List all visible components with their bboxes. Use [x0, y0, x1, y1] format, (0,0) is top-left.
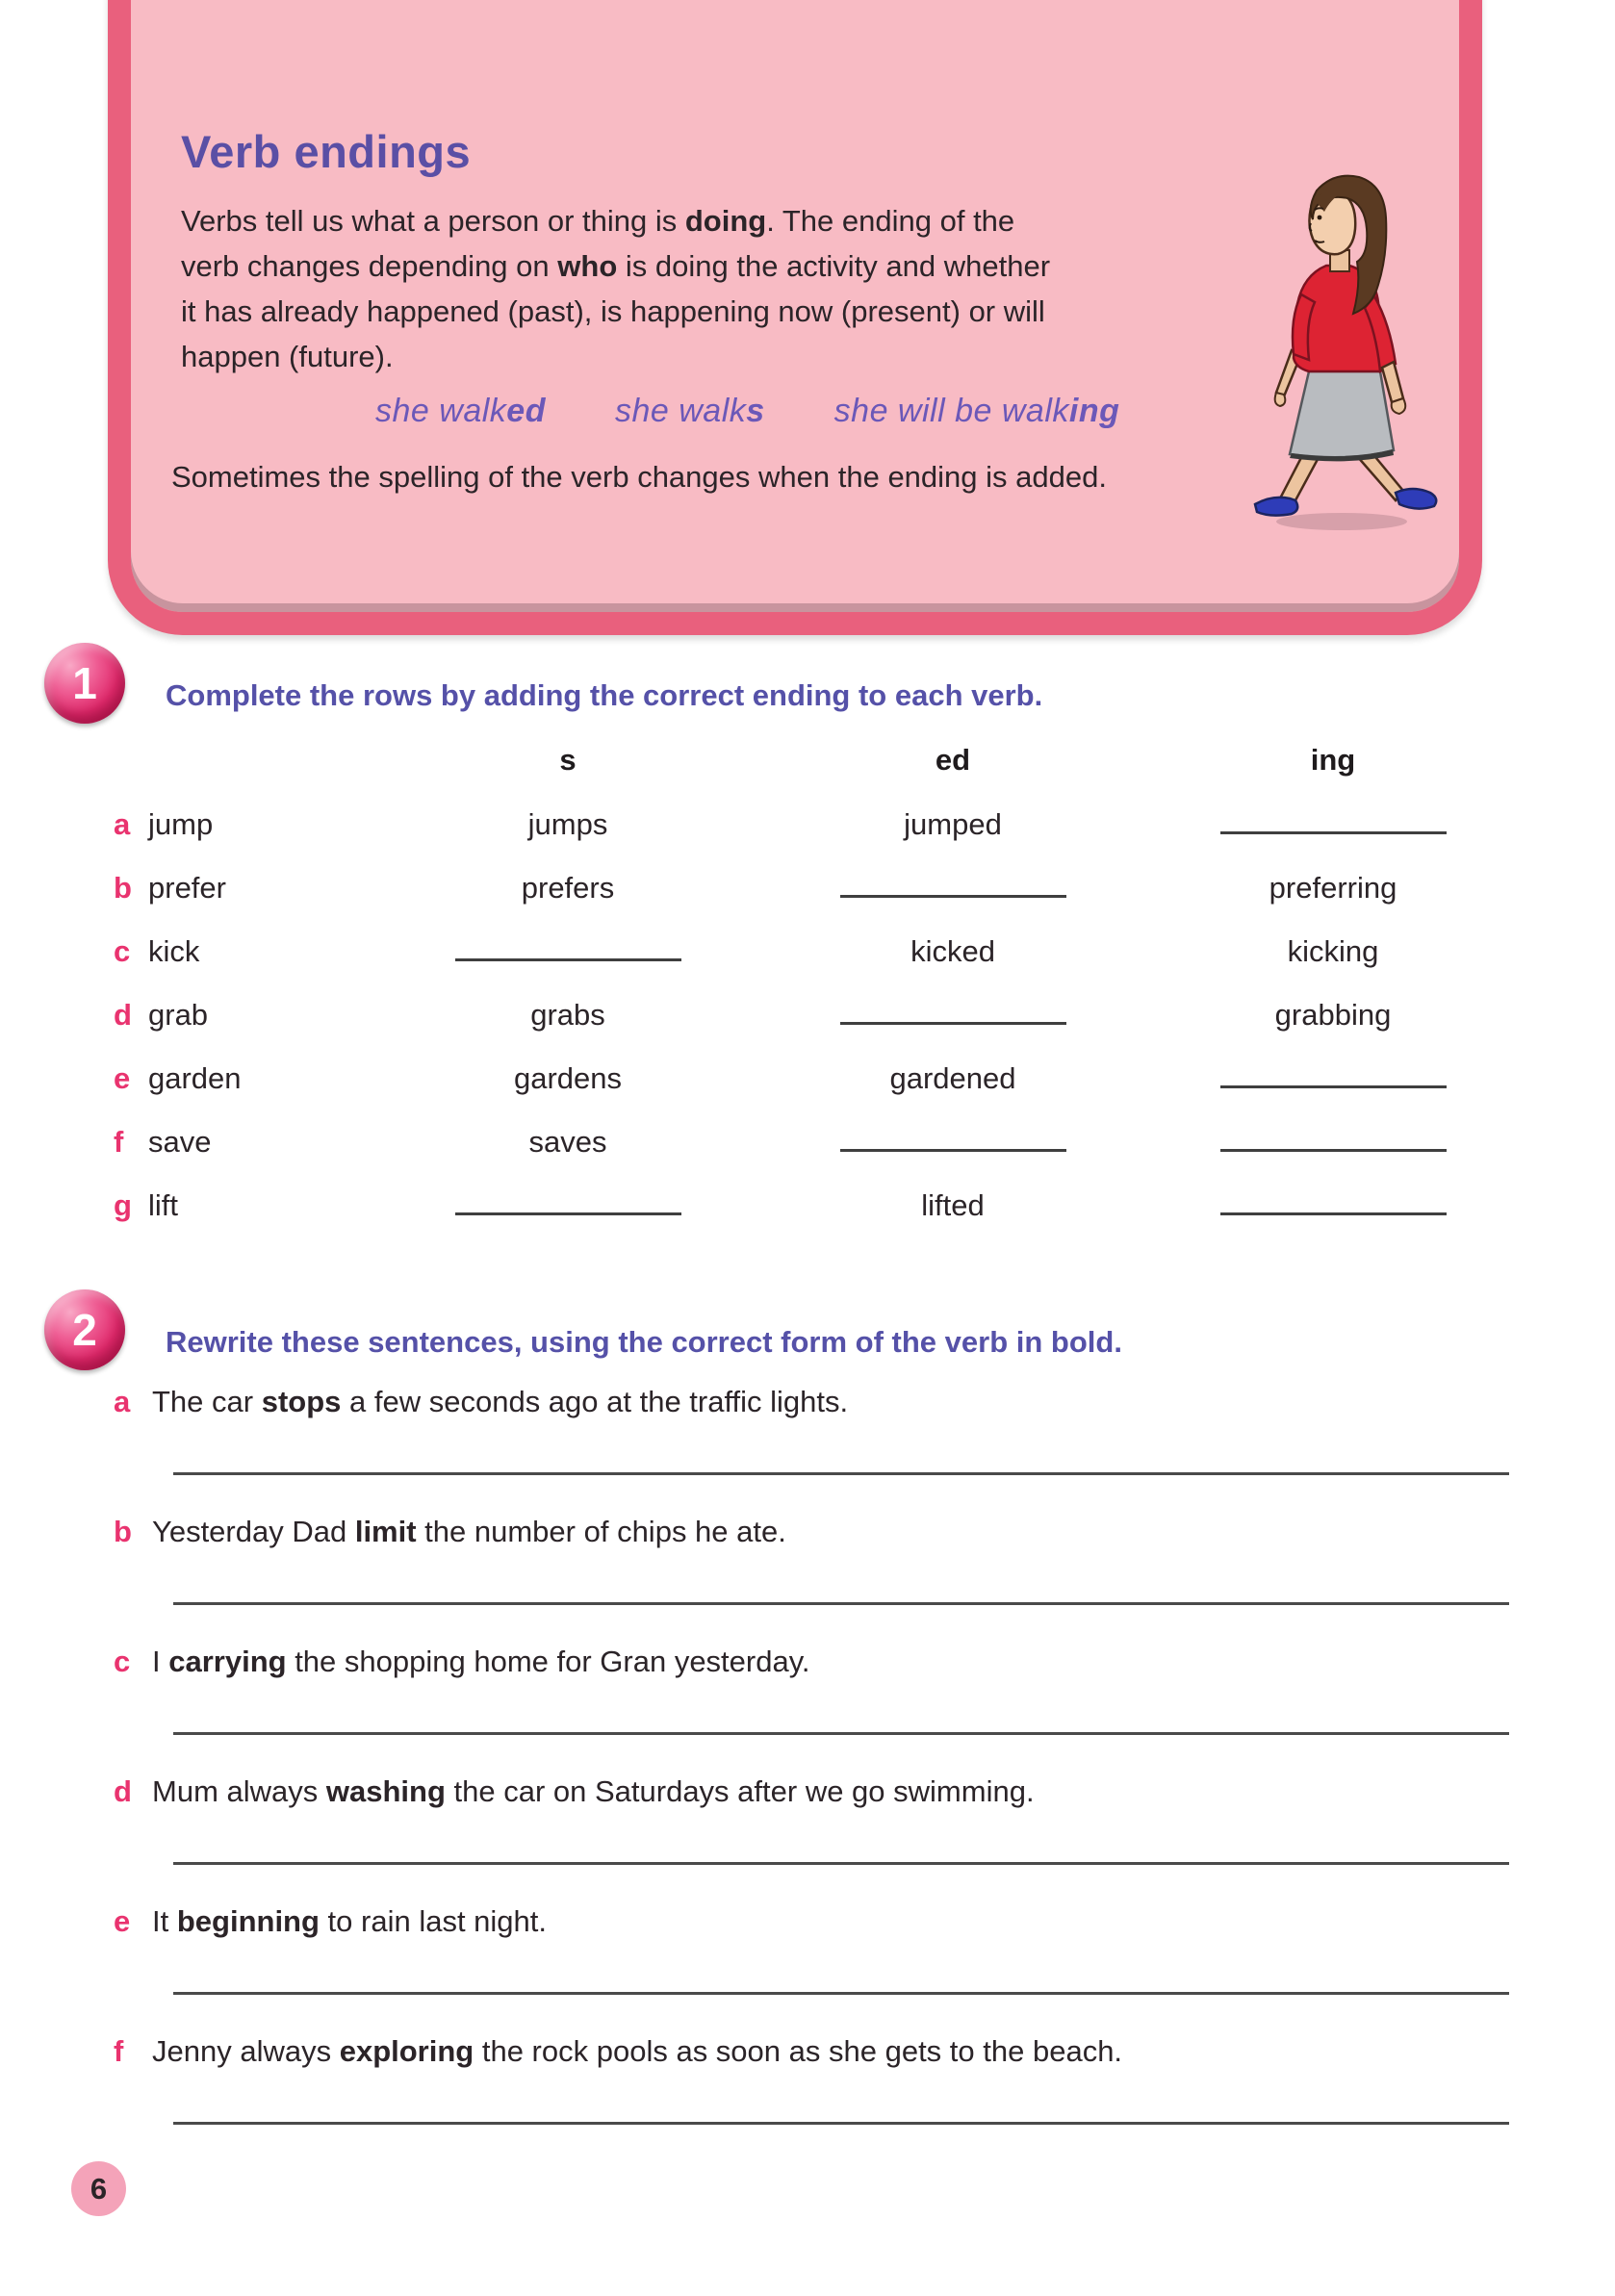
row-verb: jump [148, 807, 214, 841]
blank-answer-line [1220, 799, 1447, 834]
sentence-letter: d [114, 1774, 132, 1808]
rewrite-sentences-section [114, 1383, 1519, 2162]
sentence-line [114, 1383, 1519, 1421]
cell-ing: preferring [1269, 871, 1397, 905]
sentence-item [114, 2032, 1519, 2125]
page-title: Verb endings [181, 126, 472, 177]
row-letter: d [114, 998, 132, 1032]
verb-example: she will be walking [833, 393, 1120, 429]
cell-s: gardens [513, 1061, 623, 1095]
cell-ed: lifted [921, 1188, 985, 1222]
row-letter: a [114, 807, 131, 841]
table-row [114, 856, 1519, 920]
sentence-item [114, 1513, 1519, 1605]
sentence-text: It beginning to rain last night. [152, 1904, 548, 1938]
blank-answer-line [1220, 1116, 1447, 1152]
cell-s [452, 1174, 683, 1237]
sentence-letter: a [114, 1385, 131, 1418]
row-verb: kick [148, 934, 200, 968]
sentence-text: Jenny always exploring the rock pools as soon as she gets to the beach. [152, 2034, 1123, 2068]
walking-woman-illustration [1234, 162, 1453, 539]
sentence-item [114, 1902, 1519, 1995]
cell-ed [837, 1110, 1068, 1174]
cell-ed: gardened [889, 1061, 1016, 1095]
cell-ing [1218, 1110, 1448, 1174]
row-verb: save [148, 1125, 212, 1159]
row-letter: c [114, 934, 131, 968]
exercise-2-badge: 2 [44, 1289, 125, 1370]
sentence-letter: c [114, 1645, 131, 1678]
answer-writing-line [173, 1602, 1509, 1605]
table-row [114, 920, 1519, 983]
table-header-row [114, 741, 1519, 793]
cell-ed: jumped [904, 807, 1002, 841]
sentence-line [114, 1513, 1519, 1551]
page-number-badge: 6 [71, 2161, 126, 2216]
sentence-item [114, 1383, 1519, 1475]
column-header-s: s [559, 743, 577, 777]
column-header-ed: ed [935, 743, 971, 777]
table-row [114, 983, 1519, 1047]
answer-writing-line [173, 1862, 1509, 1865]
sentence-text: The car stops a few seconds ago at the traffic lights. [152, 1385, 849, 1418]
answer-writing-line [173, 1472, 1509, 1475]
cell-ing [1218, 1174, 1448, 1237]
verb-endings-table [114, 741, 1519, 1237]
cell-ing [1218, 793, 1448, 856]
blank-answer-line [1220, 1180, 1447, 1215]
exercise-1-badge: 1 [44, 643, 125, 724]
blank-answer-line [840, 1116, 1066, 1152]
intro-note: Sometimes the spelling of the verb changes when the ending is added. [171, 460, 1107, 494]
intro-paragraph: Verbs tell us what a person or thing is doing. The ending of the verb changes depending on who is doing the activity and whether it has already happened (past), is happening now (present) or will happen (future). [181, 204, 1051, 373]
cell-s: jumps [527, 807, 608, 841]
cell-s [452, 920, 683, 983]
row-letter: f [114, 1125, 124, 1159]
blank-answer-line [1220, 1053, 1447, 1088]
sentence-line [114, 1902, 1519, 1941]
table-row [114, 793, 1519, 856]
cell-ed [837, 983, 1068, 1047]
sentence-letter: f [114, 2034, 124, 2068]
sentence-text: Yesterday Dad limit the number of chips he ate. [152, 1515, 786, 1548]
row-verb: grab [148, 998, 209, 1032]
table-row [114, 1110, 1519, 1174]
exercise-2-instruction: Rewrite these sentences, using the correct form of the verb in bold. [166, 1325, 1122, 1359]
cell-s: saves [528, 1125, 607, 1159]
row-letter: b [114, 871, 132, 905]
sentence-item [114, 1773, 1519, 1865]
answer-writing-line [173, 2122, 1509, 2125]
cell-ed: kicked [910, 934, 995, 968]
row-letter: e [114, 1061, 131, 1095]
row-verb: prefer [148, 871, 226, 905]
cell-ing [1218, 1047, 1448, 1110]
answer-writing-line [173, 1732, 1509, 1735]
verb-example: she walks [614, 393, 765, 429]
exercise-1-instruction: Complete the rows by adding the correct ending to each verb. [166, 678, 1043, 712]
column-header-ing: ing [1310, 743, 1356, 777]
sentence-line [114, 1643, 1519, 1681]
blank-answer-line [455, 926, 681, 961]
table-row [114, 1174, 1519, 1237]
blank-answer-line [455, 1180, 681, 1215]
sentence-letter: b [114, 1515, 132, 1548]
cell-s: prefers [521, 871, 615, 905]
sentence-line [114, 1773, 1519, 1811]
row-letter: g [114, 1188, 132, 1222]
verb-example: she walked [375, 393, 546, 429]
sentence-item [114, 1643, 1519, 1735]
cell-ing: grabbing [1274, 998, 1392, 1032]
blank-answer-line [840, 862, 1066, 898]
cell-s: grabs [530, 998, 605, 1032]
blank-answer-line [840, 989, 1066, 1025]
sentence-text: I carrying the shopping home for Gran yesterday. [152, 1645, 810, 1678]
answer-writing-line [173, 1992, 1509, 1995]
sentence-line [114, 2032, 1519, 2071]
row-verb: garden [148, 1061, 242, 1095]
cell-ed [837, 856, 1068, 920]
sentence-letter: e [114, 1904, 131, 1938]
verb-examples [375, 393, 1189, 430]
table-row [114, 1047, 1519, 1110]
cell-ing: kicking [1287, 934, 1379, 968]
sentence-text: Mum always washing the car on Saturdays after we go swimming. [152, 1774, 1035, 1808]
row-verb: lift [148, 1188, 178, 1222]
